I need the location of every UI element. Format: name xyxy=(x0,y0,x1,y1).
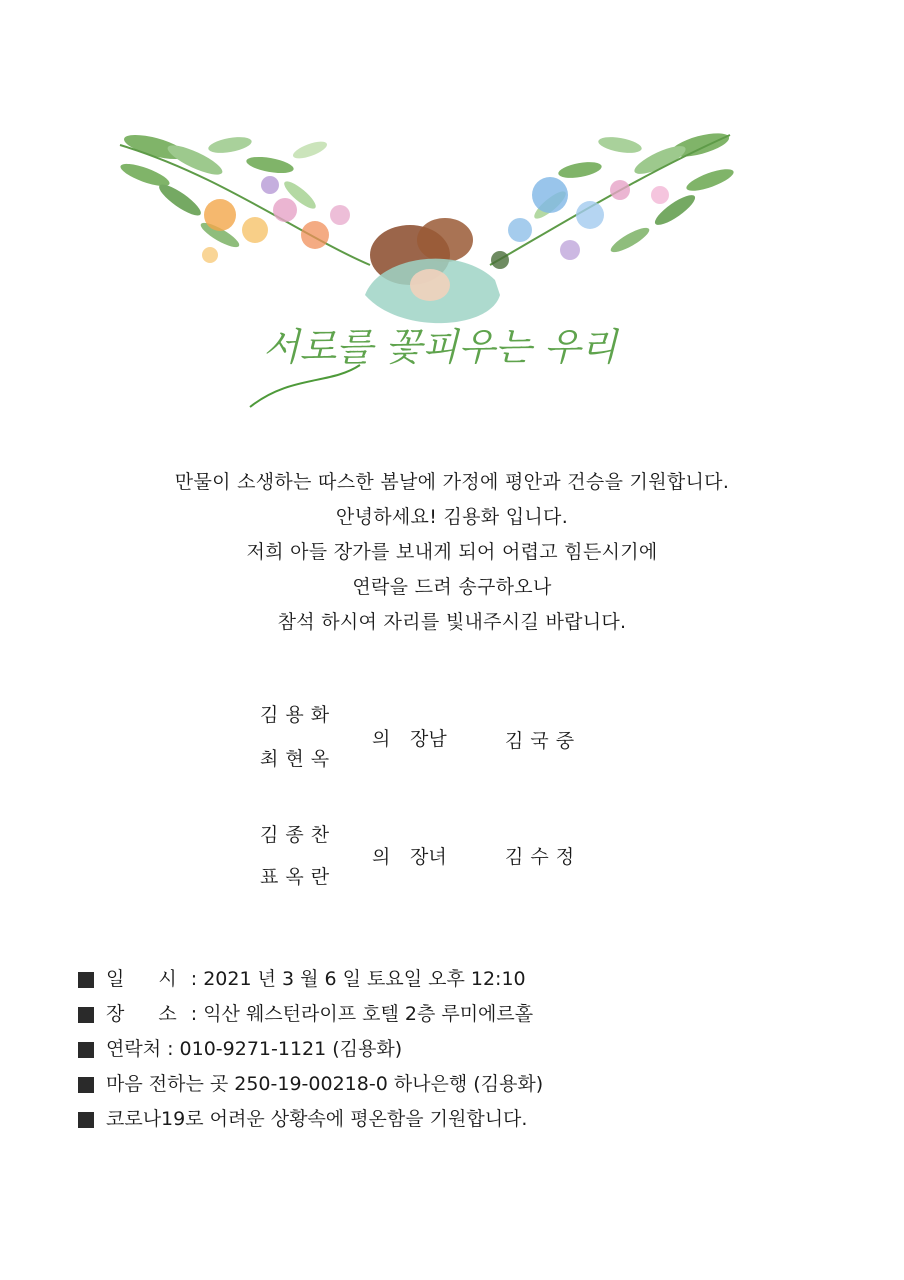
square-bullet-icon xyxy=(78,1007,94,1023)
greeting-message xyxy=(0,465,904,640)
wedding-illustration xyxy=(100,115,750,420)
calligraphy-swash xyxy=(250,365,360,407)
greeting-line: 참석 하시여 자리를 빛내주시길 바랍니다. xyxy=(277,611,627,633)
couple-figure xyxy=(365,218,500,323)
info-venue: 장 소 : 익산 웨스턴라이프 호텔 2층 루미에르홀 xyxy=(78,997,878,1032)
contact-value: 010-9271-1121 (김용화) xyxy=(179,1038,403,1060)
groom-mother: 최현옥 xyxy=(260,748,337,770)
account-text: 마음 전하는 곳 250-19-00218-0 하나은행 (김용화) xyxy=(106,1073,544,1095)
event-info-list xyxy=(78,962,878,1137)
left-wing-leaves xyxy=(118,130,329,251)
vine-left xyxy=(120,145,370,265)
square-bullet-icon xyxy=(78,972,94,988)
groom-father: 김용화 xyxy=(260,704,337,726)
closing-text: 코로나19로 어려운 상황속에 평온함을 기원합니다. xyxy=(106,1108,528,1130)
bride-mother: 표옥란 xyxy=(260,866,337,888)
greeting-line: 저희 아들 장가를 보내게 되어 어렵고 힘든시기에 xyxy=(246,541,658,563)
groom-relation-prefix: 의 xyxy=(372,728,391,750)
datetime-value: 2021 년 3 월 6 일 토요일 오후 12:10 xyxy=(203,968,526,990)
info-closing xyxy=(78,1102,878,1137)
greeting-line: 만물이 소생하는 따스한 봄날에 가정에 평안과 건승을 기원합니다. xyxy=(174,471,730,493)
info-contact: 연락처 : 010-9271-1121 (김용화) xyxy=(78,1032,878,1067)
bride-relation: 장녀 xyxy=(410,846,447,868)
square-bullet-icon xyxy=(78,1077,94,1093)
info-datetime: 일 시 : 2021 년 3 월 6 일 토요일 오후 12:10 xyxy=(78,962,878,997)
bride-name: 김수정 xyxy=(505,846,582,868)
greeting-line: 안녕하세요! 김용화 입니다. xyxy=(335,506,569,528)
info-account xyxy=(78,1067,878,1102)
bride-father: 김종찬 xyxy=(260,824,337,846)
datetime-label: 일 시 xyxy=(106,968,191,990)
venue-value: 익산 웨스턴라이프 호텔 2층 루미에르홀 xyxy=(203,1003,534,1025)
contact-label: 연락처 xyxy=(106,1038,162,1060)
square-bullet-icon xyxy=(78,1042,94,1058)
right-flowers xyxy=(491,177,669,269)
bride-relation-prefix: 의 xyxy=(372,846,391,868)
venue-label: 장 소 xyxy=(106,1003,191,1025)
groom-relation: 장남 xyxy=(410,728,447,750)
square-bullet-icon xyxy=(78,1112,94,1128)
groom-name: 김국중 xyxy=(505,730,582,752)
greeting-line: 연락을 드려 송구하오나 xyxy=(352,576,552,598)
calligraphy-title: 서로를 꽃피우는 우리 xyxy=(262,325,618,369)
